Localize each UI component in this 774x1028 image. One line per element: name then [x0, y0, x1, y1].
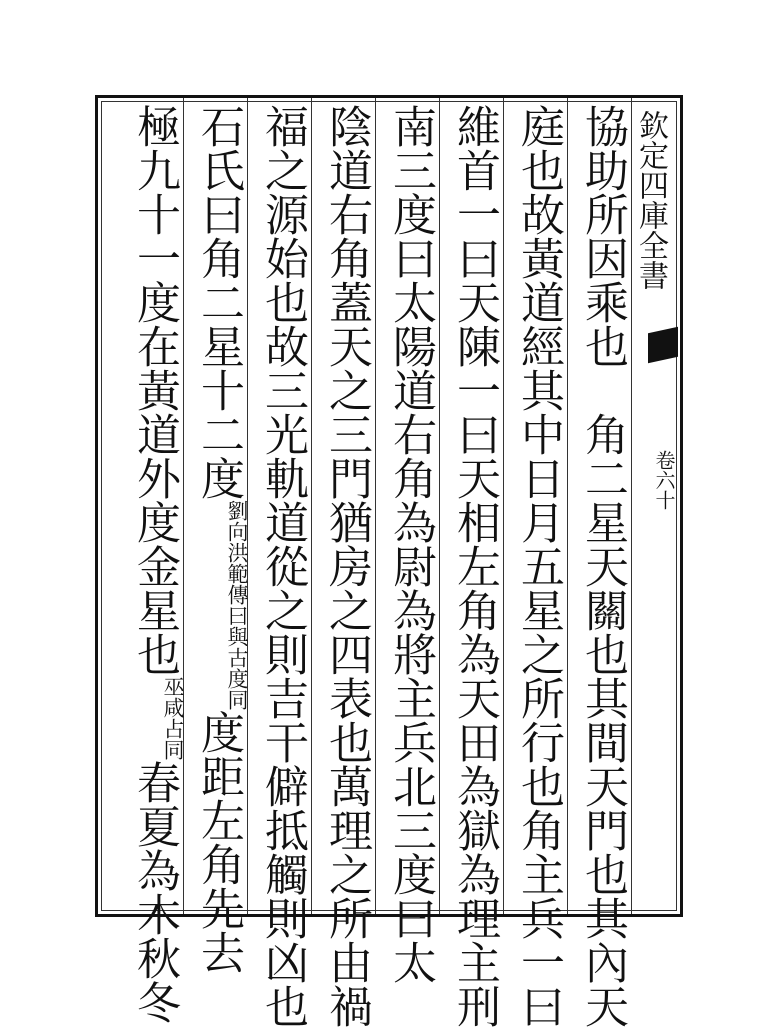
book-title: 欽定四庫全書 — [633, 110, 668, 290]
text-column-7 — [187, 104, 249, 974]
text-column-1: 協助所因乘也 角二星天關也其間天門也其內天 — [577, 104, 628, 1028]
fishtail-mark — [648, 327, 678, 363]
column-8-main-a: 極九十一度在黃道外度金星也 — [129, 104, 180, 676]
text-column-8 — [123, 104, 185, 1024]
column-7-annotation: 劉向洪範傳曰與古度同 — [225, 500, 249, 710]
text-column-5: 陰道右角蓋天之三門猶房之四表也萬理之所由禍 — [321, 104, 372, 1028]
column-8-main-b: 春夏為木秋冬 — [129, 760, 180, 1024]
text-column-3: 維首一曰天陳一曰天相左角為天田為獄為理主刑 — [449, 104, 500, 1028]
text-column-4: 南三度曰太陽道右角為尉為將主兵北三度曰太 — [385, 104, 436, 984]
column-7-main-b: 度距左角先去 — [193, 710, 244, 974]
text-column-2: 庭也故黃道經其中日月五星之所行也角主兵一曰 — [513, 104, 564, 1028]
volume-label: 卷六十 — [652, 450, 676, 510]
text-column-6: 福之源始也故三光軌道從之則吉干僻抵觸則凶也 — [257, 104, 308, 1028]
column-7-main-a: 石氏曰角二星十二度 — [193, 104, 244, 500]
column-8-annotation: 巫咸占同 — [161, 676, 185, 760]
